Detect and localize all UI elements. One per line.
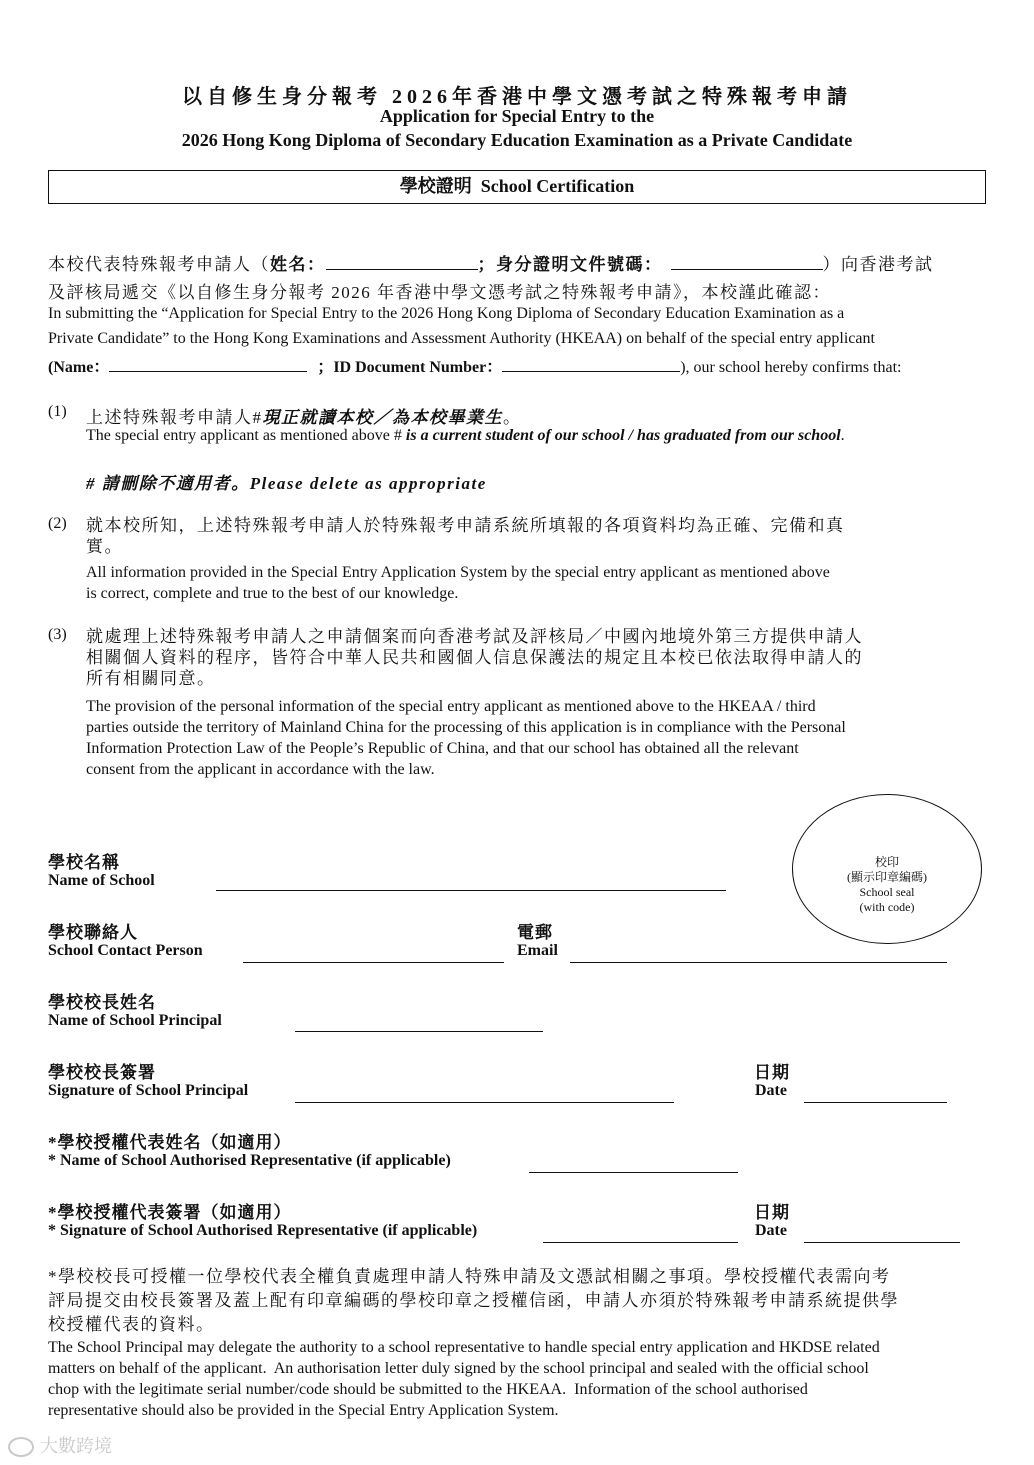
- delete-note: # 請刪除不適用者。Please delete as appropriate: [86, 474, 487, 493]
- intro-zh-text-b: ）向香港考試: [822, 255, 934, 274]
- footnote-en-line3: chop with the legitimate serial number/code should be submitted to the HKEAA. Information of the school authorised: [48, 1381, 808, 1398]
- item-1-en: [86, 427, 845, 445]
- intro-zh-name-label: 姓名：: [270, 255, 326, 274]
- title-english-line1: Application for Special Entry to the: [379, 106, 655, 126]
- rep-signature-label-en: * Signature of School Authorised Representative (if applicable): [48, 1222, 478, 1239]
- intro-zh-id-label: ；身分證明文件號碼：: [477, 255, 663, 274]
- item-3-number: (3): [48, 626, 67, 643]
- item-2-zh-line2: 實。: [86, 537, 123, 556]
- title-english-line2: 2026 Hong Kong Diploma of Secondary Education Examination as a Private Candidate: [181, 130, 853, 150]
- item-2-en: [86, 562, 956, 604]
- email-label-en: Email: [517, 942, 558, 959]
- rep-signature-field[interactable]: [543, 1242, 738, 1243]
- item-3-en-line2: parties outside the territory of Mainland China for the processing of this application is in compliance with the Personal: [86, 719, 846, 736]
- school-name-field[interactable]: [216, 890, 726, 891]
- item-3-en: [86, 696, 956, 780]
- principal-name-field[interactable]: [295, 1031, 543, 1032]
- section-title-box: [48, 170, 986, 204]
- footnote-zh: [48, 1265, 988, 1337]
- intro-zh-text-a: 本校代表特殊報考申請人（: [48, 255, 270, 274]
- item-3-zh: [86, 626, 956, 689]
- watermark-text: 大數跨境: [40, 1436, 112, 1457]
- item-1-zh: [86, 403, 522, 428]
- seal-en-label: School seal: [859, 885, 915, 899]
- item-3-zh-line3: 所有相關同意。: [86, 669, 216, 688]
- item-2-en-line2: is correct, complete and true to the best of our knowledge.: [86, 585, 459, 602]
- contact-person-label-zh: 學校聯絡人: [48, 923, 138, 942]
- contact-person-label-en: School Contact Person: [48, 942, 203, 959]
- intro-en-name-label: (Name：: [48, 359, 110, 376]
- school-name-label-zh: 學校名稱: [48, 853, 120, 872]
- intro-en-line1: In submitting the “Application for Special Entry to the 2026 Hong Kong Diploma of Secondary Education Examination as a: [48, 305, 845, 322]
- item-3-zh-line2: 相關個人資料的程序，皆符合中華人民共和國個人信息保護法的規定且本校已依法取得申請人的: [86, 648, 863, 667]
- rep-name-label-zh: *學校授權代表姓名（如適用）: [48, 1133, 292, 1152]
- applicant-id-zh-line[interactable]: [671, 268, 823, 270]
- intro-en-text-end: ), our school hereby confirms that:: [680, 359, 902, 376]
- footnote-zh-line3: 校授權代表的資料。: [48, 1315, 215, 1334]
- rep-signature-label-zh: *學校授權代表簽署（如適用）: [48, 1203, 292, 1222]
- item-3-zh-line1: 就處理上述特殊報考申請人之申請個案而向香港考試及評核局／中國內地境外第三方提供申請人: [86, 627, 863, 646]
- item-3-en-line1: The provision of the personal information of the special entry applicant as mentioned above to the HKEAA / third: [86, 698, 816, 715]
- item-2-number: (2): [48, 515, 67, 532]
- seal-zh-sublabel: (顯示印章編碼): [847, 870, 927, 884]
- email-field[interactable]: [570, 962, 947, 963]
- item-2-zh: [86, 515, 956, 557]
- item-3-en-line4: consent from the applicant in accordance with the law.: [86, 761, 435, 778]
- date-label-zh: 日期: [754, 1063, 790, 1082]
- principal-signature-label-zh: 學校校長簽署: [48, 1063, 156, 1082]
- footnote-en-line2: matters on behalf of the applicant. An authorisation letter duly signed by the school principal and sealed with the official school: [48, 1360, 869, 1377]
- date-label-en: Date: [755, 1082, 787, 1099]
- title-chinese: 以自修生身分報考 2026年香港中學文憑考試之特殊報考申請: [182, 86, 852, 108]
- seal-en-sublabel: (with code): [859, 900, 915, 914]
- intro-zh-line2: 及評核局遞交《以自修生身分報考 2026 年香港中學文憑考試之特殊報考申請》，本校謹此確認：: [48, 283, 831, 302]
- section-title: 學校證明 School Certification: [399, 176, 635, 196]
- footnote-en: [48, 1337, 988, 1421]
- item-2-zh-line1: 就本校所知，上述特殊報考申請人於特殊報考申請系統所填報的各項資料均為正確、完備和真: [86, 516, 845, 535]
- item-3-en-line3: Information Protection Law of the People’s Republic of China, and that our school has obtained all the relevant: [86, 740, 799, 757]
- rep-name-label-en: * Name of School Authorised Representative (if applicable): [48, 1152, 451, 1169]
- item-1-zh-c: 。: [503, 408, 522, 427]
- seal-zh-label: 校印: [874, 855, 899, 869]
- footnote-zh-line1: *學校校長可授權一位學校代表全權負責處理申請人特殊申請及文憑試相關之事項。學校授權代表需向考: [48, 1267, 891, 1286]
- date2-label-en: Date: [755, 1222, 787, 1239]
- item-1-number: (1): [48, 403, 67, 420]
- item-2-en-line1: All information provided in the Special Entry Application System by the special entry applicant as mentioned above: [86, 564, 830, 581]
- footnote-en-line4: representative should also be provided in the Special Entry Application System.: [48, 1402, 559, 1419]
- school-seal-circle[interactable]: [792, 794, 982, 944]
- intro-zh-line1: [48, 250, 988, 275]
- principal-signature-field[interactable]: [295, 1102, 674, 1103]
- applicant-name-zh-line[interactable]: [326, 268, 478, 270]
- footnote-en-line1: The School Principal may delegate the authority to a school representative to handle special entry application and HKDSE related: [48, 1339, 880, 1356]
- intro-en-id-label: ；ID Document Number：: [317, 359, 503, 376]
- item-1-zh-a: 上述特殊報考申請人#: [86, 408, 263, 427]
- date2-label-zh: 日期: [754, 1203, 790, 1222]
- principal-name-label-en: Name of School Principal: [48, 1012, 222, 1029]
- email-label-zh: 電郵: [517, 923, 553, 942]
- principal-date-field[interactable]: [804, 1102, 947, 1103]
- rep-date-field[interactable]: [804, 1242, 960, 1243]
- principal-name-label-zh: 學校校長姓名: [48, 993, 156, 1012]
- footnote-zh-line2: 評局提交由校長簽署及蓋上配有印章編碼的學校印章之授權信函，申請人亦須於特殊報考申請系統提供學: [48, 1291, 899, 1310]
- item-1-en-a: The special entry applicant as mentioned above #: [86, 427, 406, 444]
- item-1-en-b: is a current student of our school / has graduated from our school: [405, 427, 841, 444]
- intro-en-line2: Private Candidate” to the Hong Kong Examinations and Assessment Authority (HKEAA) on behalf of the special entry applicant: [48, 330, 875, 347]
- contact-person-field[interactable]: [243, 962, 504, 963]
- watermark-logo: [8, 1432, 112, 1458]
- intro-en-line3: [48, 354, 902, 377]
- item-1-en-c: .: [840, 427, 845, 444]
- principal-signature-label-en: Signature of School Principal: [48, 1082, 249, 1099]
- school-name-label-en: Name of School: [48, 872, 155, 889]
- watermark-icon: [8, 1437, 34, 1457]
- item-1-zh-b: 現正就讀本校／為本校畢業生: [262, 408, 503, 427]
- applicant-name-en-line[interactable]: [109, 370, 307, 372]
- rep-name-field[interactable]: [529, 1172, 738, 1173]
- applicant-id-en-line[interactable]: [502, 370, 680, 372]
